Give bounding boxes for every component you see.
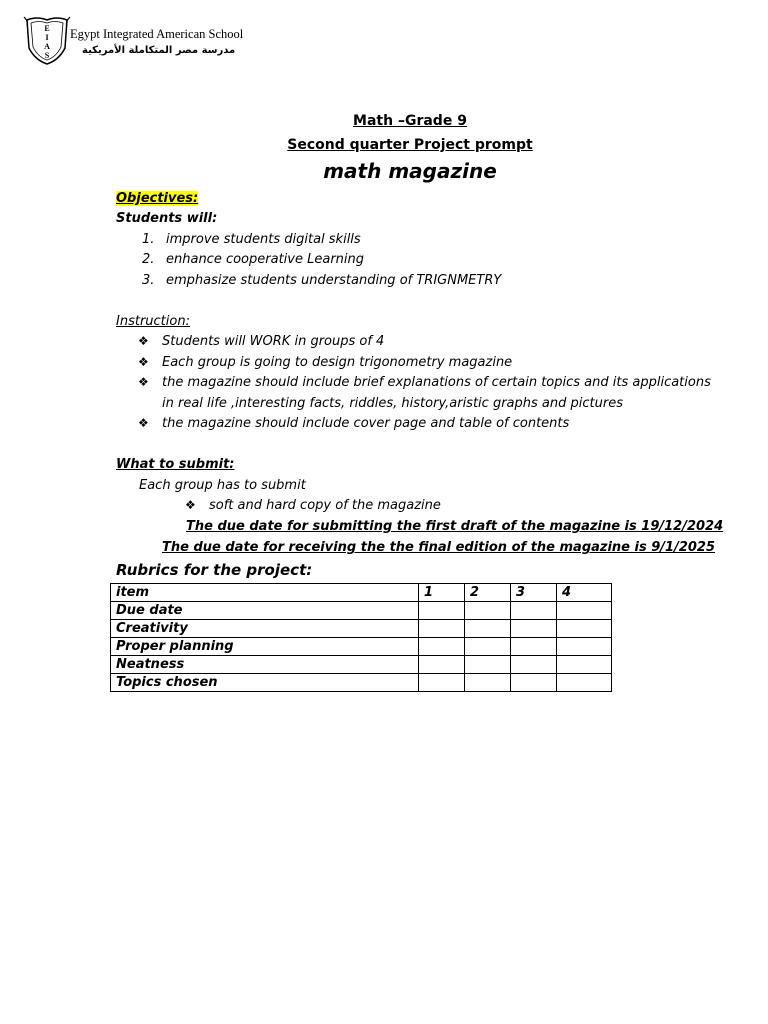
score-cell xyxy=(465,638,511,656)
instruction-item-continuation: in real life ,interesting facts, riddles, history,aristic graphs and pictures xyxy=(162,396,623,411)
score-cell xyxy=(465,656,511,674)
table-row xyxy=(111,674,612,692)
table-row xyxy=(111,620,612,638)
instruction-item: ❖ the magazine should include cover page and table of contents xyxy=(138,416,570,431)
school-name-english: Egypt Integrated American School xyxy=(70,27,244,41)
table-header-cell: 2 xyxy=(465,584,511,602)
table-row xyxy=(111,602,612,620)
bullet-diamond-icon: ❖ xyxy=(138,334,149,348)
table-header-cell: 3 xyxy=(511,584,557,602)
score-cell xyxy=(557,656,612,674)
submit-intro: Each group has to submit xyxy=(139,478,306,493)
bullet-diamond-icon: ❖ xyxy=(185,498,196,512)
score-cell xyxy=(511,656,557,674)
rubric-table xyxy=(110,583,612,692)
project-subtitle: Second quarter Project prompt xyxy=(287,137,533,153)
school-name-arabic: مدرسة مصر المتكاملة الأمريكية xyxy=(82,45,236,56)
table-header-row xyxy=(111,584,612,602)
score-cell xyxy=(419,638,465,656)
score-cell xyxy=(511,638,557,656)
objective-item: 2. enhance cooperative Learning xyxy=(142,252,365,267)
objectives-heading: Objectives: xyxy=(116,191,199,206)
svg-text:I: I xyxy=(45,33,49,42)
bullet-diamond-icon: ❖ xyxy=(138,416,149,430)
instruction-item: ❖ Each group is going to design trigonometry magazine xyxy=(138,355,513,370)
svg-text:S: S xyxy=(44,51,50,60)
rubric-criterion: Creativity xyxy=(111,620,419,638)
score-cell xyxy=(557,674,612,692)
rubric-criterion: Proper planning xyxy=(111,638,419,656)
table-row xyxy=(111,656,612,674)
instruction-item: ❖ the magazine should include brief explanations of certain topics and its applications xyxy=(138,375,711,390)
score-cell xyxy=(419,656,465,674)
score-cell xyxy=(465,602,511,620)
submit-heading: What to submit: xyxy=(116,457,235,472)
objective-item: 3. emphasize students understanding of TRIGNMETRY xyxy=(142,273,502,288)
svg-text:E: E xyxy=(44,24,50,33)
score-cell xyxy=(511,620,557,638)
score-cell xyxy=(465,674,511,692)
score-cell xyxy=(419,602,465,620)
score-cell xyxy=(511,602,557,620)
rubric-criterion: Due date xyxy=(111,602,419,620)
due-date-final-edition: The due date for receiving the the final edition of the magazine is 9/1/2025 xyxy=(162,540,716,555)
rubric-criterion: Topics chosen xyxy=(111,674,419,692)
table-header-cell: item xyxy=(111,584,419,602)
course-title: Math –Grade 9 xyxy=(353,113,467,129)
score-cell xyxy=(557,620,612,638)
score-cell xyxy=(557,638,612,656)
bullet-diamond-icon: ❖ xyxy=(138,375,149,389)
score-cell xyxy=(557,602,612,620)
project-name: math magazine xyxy=(323,159,497,183)
instruction-heading: Instruction: xyxy=(116,314,190,329)
score-cell xyxy=(419,674,465,692)
bullet-diamond-icon: ❖ xyxy=(138,355,149,369)
table-row xyxy=(111,638,612,656)
rubric-criterion: Neatness xyxy=(111,656,419,674)
school-logo-seal xyxy=(21,14,73,66)
instruction-item: ❖ Students will WORK in groups of 4 xyxy=(138,334,385,349)
score-cell xyxy=(419,620,465,638)
due-date-first-draft: The due date for submitting the first draft of the magazine is 19/12/2024 xyxy=(186,519,724,534)
table-header-cell: 4 xyxy=(557,584,612,602)
objectives-intro: Students will: xyxy=(116,211,218,226)
svg-text:A: A xyxy=(44,42,50,51)
score-cell xyxy=(511,674,557,692)
objective-item: 1. improve students digital skills xyxy=(142,232,361,247)
table-header-cell: 1 xyxy=(419,584,465,602)
rubric-title: Rubrics for the project: xyxy=(116,561,313,579)
submit-item: ❖ soft and hard copy of the magazine xyxy=(185,498,441,513)
score-cell xyxy=(465,620,511,638)
